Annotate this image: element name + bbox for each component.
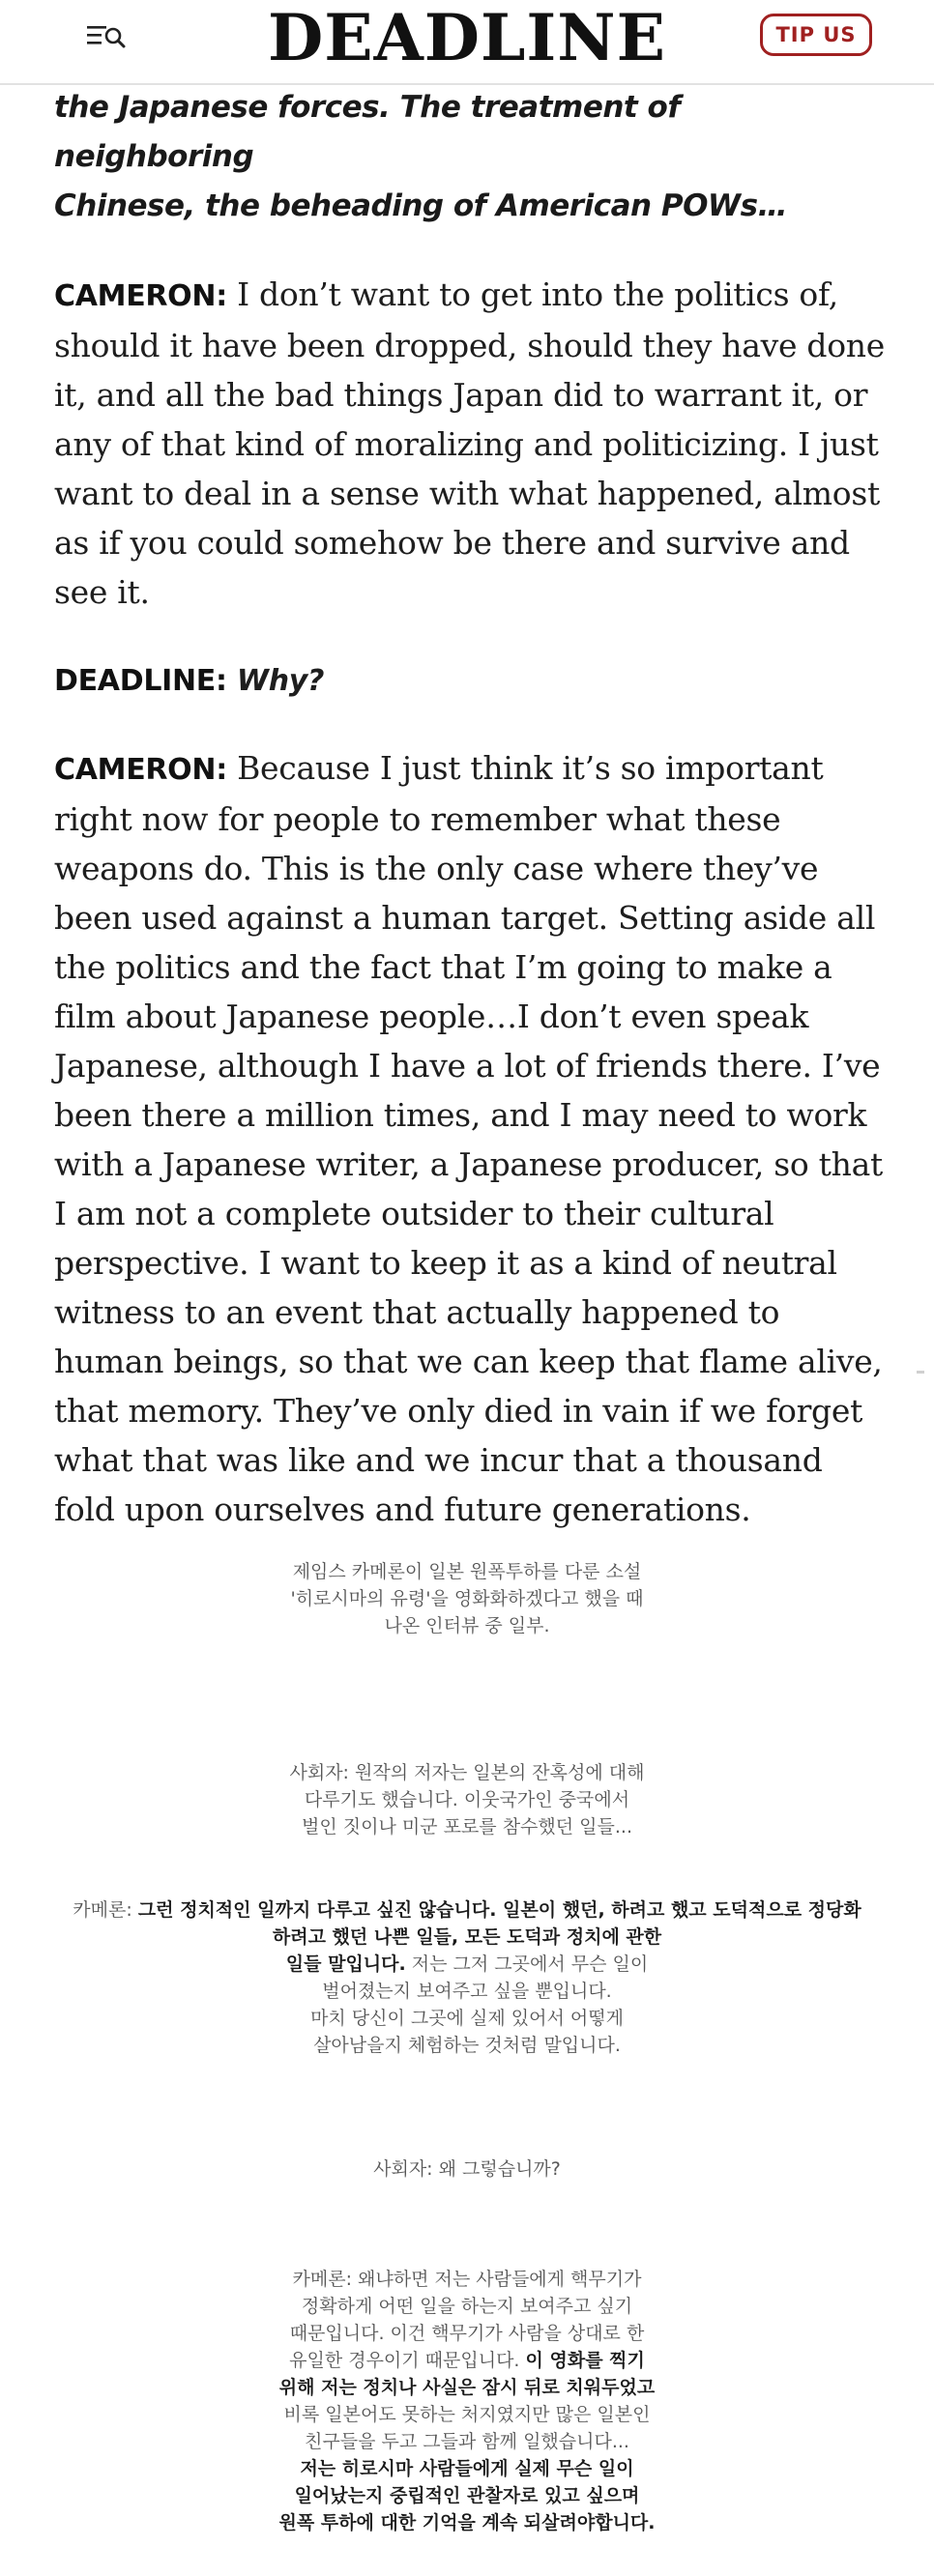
question-line: Chinese, the beheading of American POWs… (54, 188, 788, 223)
caption-line: 하려고 했던 나쁜 일들, 모든 도덕과 정치에 관한 (272, 1926, 662, 1948)
question-line: the Japanese forces. The treatment of neighboring (54, 90, 681, 174)
caption-line: 벌인 짓이나 미군 포로를 참수했던 일들... (302, 1816, 632, 1838)
caption-line: 나온 인터뷰 중 일부. (384, 1615, 550, 1636)
caption-line: 살아남을지 체험하는 것처럼 말입니다. (313, 2035, 621, 2056)
site-header (0, 0, 934, 85)
scroll-edge-mark (917, 1371, 924, 1374)
question-text: Why? (236, 664, 325, 698)
emphasis-text: 이 영화를 찍기 (525, 2350, 645, 2371)
answer-paragraph-2 (54, 743, 886, 1534)
question-paragraph-2 (54, 654, 886, 706)
caption-line: 제임스 카메론이 일본 원폭투하를 다룬 소설 (292, 1561, 642, 1582)
caption-line (0, 1896, 934, 1924)
korean-cameron-answer-2 (0, 2266, 934, 2536)
article-body (54, 83, 886, 1534)
emphasis-text: 그런 정치적인 일까지 다루고 싶진 않습니다. 일본이 했던, 하려고 했고 도덕적으로 정당화 (137, 1899, 861, 1921)
caption-line: 친구들을 두고 그들과 함께 일했습니다... (305, 2431, 629, 2452)
caption-line: '히로시마의 유령'을 영화화하겠다고 했을 때 (290, 1588, 644, 1609)
caption-line: 벌어졌는지 보여주고 싶을 뿐입니다. (322, 1981, 612, 2002)
caption-line: 마치 당신이 그곳에 실제 있어서 어떻게 (310, 2008, 624, 2029)
tip-us-button[interactable]: TIP US (760, 14, 872, 56)
site-logo[interactable]: DEADLINE (268, 0, 666, 75)
korean-host-question-2 (0, 2156, 934, 2183)
emphasis-text: 일들 말입니다. (285, 1954, 406, 1975)
answer-text: I don’t want to get into the politics of, should it have been dropped, should they have done it, and all the bad things Japan did to warrant it, or any of that kind of moralizing and politicizing. I just want to deal in a sense with what happened, almost as if you could somehow be there and survive and see it. (54, 275, 885, 611)
caption-line: 원폭 투하에 대한 기억을 계속 되살려야합니다. (278, 2512, 656, 2533)
speaker-label: CAMERON: (54, 279, 227, 313)
caption-line: 사회자: 원작의 저자는 일본의 잔혹성에 대해 (289, 1762, 645, 1783)
answer-text: Because I just think it’s so important right now for people to remember what these weapons do. This is the only case where they’ve been used against a human target. Setting aside all the politics and the fact that I’m going to make a film about Japanese people…I don’t even speak Japanese, although I have a lot of friends there. I’ve been there a million times, and I may need to work with a Japanese writer, a Japanese producer, so that I am not a complete outsider to their cultural perspective. I want to keep it as a kind of neutral witness to an event that actually happened to human beings, so that we can keep that flame alive, that memory. They’ve only died in vain if we forget what that was like and we incur that a thousand fold upon ourselves and future generations. (54, 749, 883, 1528)
caption-line (0, 2347, 934, 2374)
answer-paragraph-1 (54, 270, 886, 617)
korean-cameron-answer-1 (0, 1896, 934, 2059)
speaker-label: CAMERON: (54, 753, 227, 787)
caption-text: 유일한 경우이기 때문입니다. (289, 2350, 526, 2371)
caption-line (0, 1951, 934, 1978)
speaker-label: 카메론: (73, 1899, 138, 1921)
speaker-label: DEADLINE: (54, 664, 227, 698)
caption-line: 카메론: 왜냐하면 저는 사람들에게 핵무기가 (292, 2269, 642, 2290)
caption-line: 위해 저는 정치나 사실은 잠시 뒤로 치워두었고 (278, 2377, 656, 2398)
korean-host-question-1 (0, 1759, 934, 1840)
caption-text: 저는 그저 그곳에서 무슨 일이 (405, 1954, 649, 1975)
caption-line: 일어났는지 중립적인 관찰자로 있고 싶으며 (294, 2485, 640, 2506)
caption-line: 비록 일본어도 못하는 처지였지만 많은 일본인 (283, 2404, 651, 2425)
korean-intro-caption (0, 1558, 934, 1639)
caption-line: 정확하게 어떤 일을 하는지 보여주고 싶기 (301, 2296, 633, 2317)
interviewer-question-tail (54, 83, 886, 231)
caption-line: 때문입니다. 이건 핵무기가 사람을 상대로 한 (289, 2323, 645, 2344)
caption-line: 사회자: 왜 그렇습니까? (373, 2158, 561, 2180)
caption-line: 저는 히로시마 사람들에게 실제 무슨 일이 (300, 2458, 634, 2479)
caption-line: 다루기도 했습니다. 이웃국가인 중국에서 (304, 1789, 630, 1810)
